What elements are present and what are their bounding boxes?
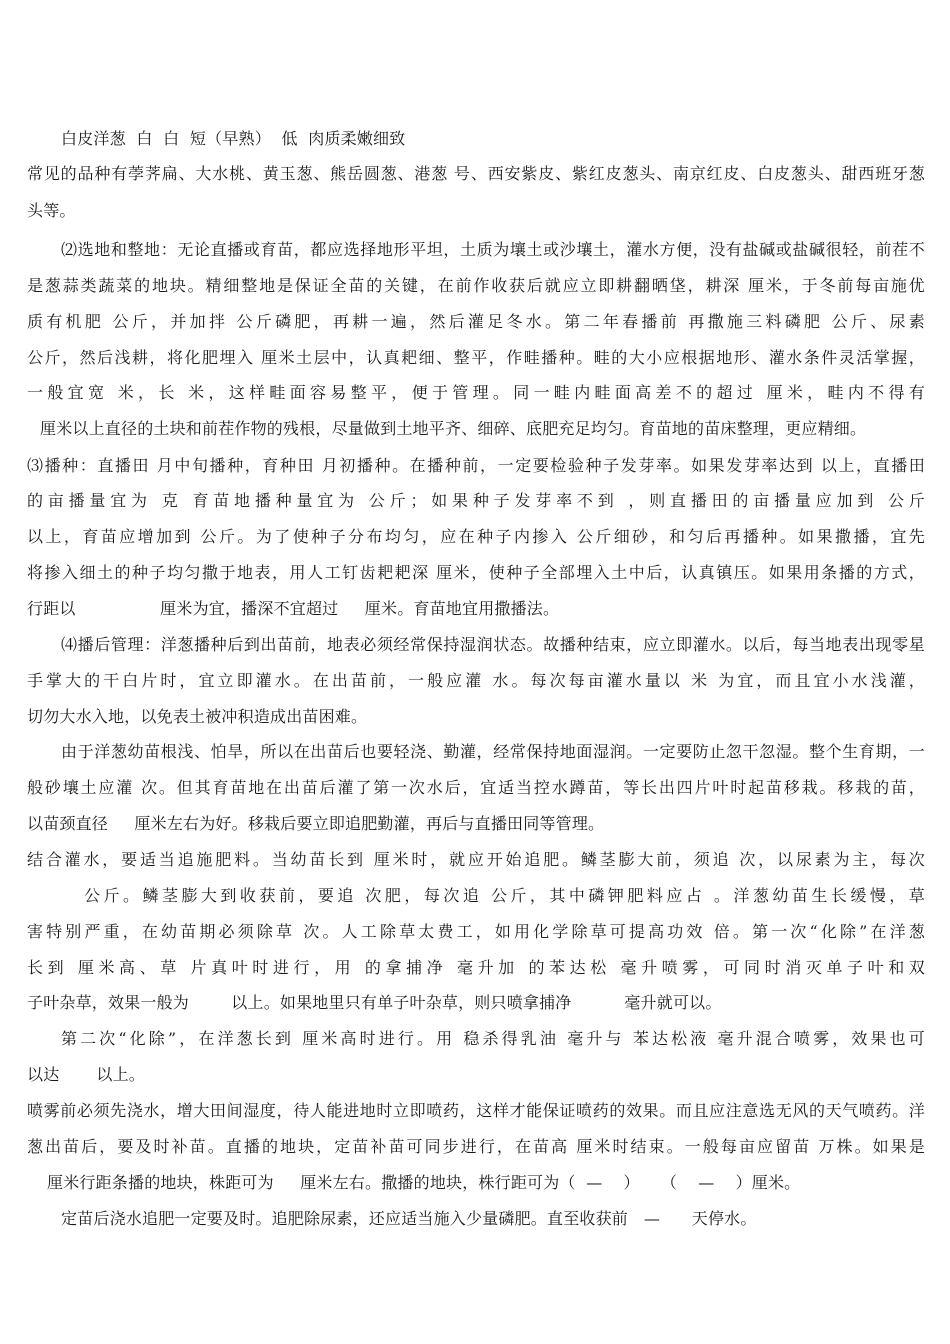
paragraph-line: 行距以 厘米为宜，播深不宜超过 厘米。育苗地宜用撒播法。 — [27, 599, 560, 618]
paragraph-line: 是葱蒜类蔬菜的地块。精细整地是保证全苗的关键，在前作收获后就应立即耕翻晒垡，耕深 厘米，于冬前每亩施优 — [27, 276, 925, 295]
paragraph-line: 头等。 — [27, 201, 76, 220]
paragraph-line: 质有机肥 公斤，并加拌 公斤磷肥，再耕一遍，然后灌足冬水。第二年春播前 再撒施三料磷肥 公斤、尿素 — [27, 312, 925, 331]
paragraph-line: 第二次“化除”，在洋葱长到 厘米高时进行。用 稳杀得乳油 毫升与 苯达松液 毫升混合喷雾，效果也可 — [61, 1029, 925, 1048]
paragraph-line: 公斤，然后浅耕，将化肥埋入 厘米土层中，认真耙细、整平，作畦播种。畦的大小应根据地形、灌水条件灵活掌握， — [27, 348, 925, 367]
paragraph-line: 长到 厘米高、草 片真叶时进行，用 的拿捕净 毫升加 的苯达松 毫升喷雾，可同时消灭单子叶和双 — [27, 958, 925, 977]
paragraph-line: 厘米行距条播的地块，株距可为 厘米左右。撒播的地块，株行距可为（ — ） （ — ）厘米。 — [47, 1173, 801, 1192]
paragraph-line: 以达 以上。 — [27, 1065, 146, 1084]
paragraph-line: 公斤。鳞茎膨大到收获前，要追 次肥，每次追 公斤，其中磷钾肥料应占 。洋葱幼苗生长缓慢，草 — [84, 886, 925, 905]
paragraph-line: 常见的品种有荸荠扁、大水桃、黄玉葱、熊岳圆葱、港葱 号、西安紫皮、紫红皮葱头、南京红皮、白皮葱头、甜西班牙葱 — [27, 164, 925, 183]
paragraph-line: 厘米以上直径的土块和前茬作物的残根，尽量做到土地平齐、细碎、底肥充足均匀。育苗地的苗床整理，更应精细。 — [40, 419, 867, 438]
paragraph-line: 将掺入细土的种子均匀撒于地表，用人工钉齿耙耙深 厘米，使种子全部埋入土中后，认真镇压。如果用条播的方式， — [27, 563, 925, 582]
paragraph-line: 切勿大水入地，以免表土被冲积造成出苗困难。 — [27, 707, 368, 726]
paragraph-line: 喷雾前必须先浇水，增大田间湿度，待人能进地时立即喷药，这样才能保证喷药的效果。而且应注意选无风的天气喷药。洋 — [27, 1101, 925, 1120]
paragraph-line: 害特别严重，在幼苗期必须除草 次。人工除草太费工，如用化学除草可提高功效 倍。第一次“化除”在洋葱 — [27, 922, 925, 941]
section-4-heading-line: ⑷播后管理：洋葱播种后到出苗前，地表必须经常保持湿润状态。故播种结束，应立即灌水。以后，每当地表出现零星 — [61, 635, 925, 654]
paragraph-line: 子叶杂草，效果一般为 以上。如果地里只有单子叶杂草，则只喷拿捕净 毫升就可以。 — [27, 993, 722, 1012]
paragraph-line: 一般宜宽 米，长 米，这样畦面容易整平，便于管理。同一畦内畦面高差不的超过 厘米，畦内不得有 — [27, 383, 925, 402]
paragraph-line: 葱出苗后，要及时补苗。直播的地块，定苗补苗可同步进行，在苗高 厘米时结束。一般每亩应留苗 万株。如果是 — [27, 1137, 925, 1156]
paragraph-line: 以苗颈直径 厘米左右为好。移栽后要立即追肥勤灌，再后与直播田同等管理。 — [27, 814, 605, 833]
variety-table-row: 白皮洋葱 白 白 短（早熟） 低 肉质柔嫩细致 — [61, 129, 406, 148]
section-3-heading-line: ⑶播种：直播田 月中旬播种，育种田 月初播种。在播种前，一定要检验种子发芽率。如果发芽率达到 以上，直播田 — [27, 456, 925, 475]
paragraph-line: 结合灌水，要适当追施肥料。当幼苗长到 厘米时，就应开始追肥。鳞茎膨大前，须追 次，以尿素为主，每次 — [27, 850, 925, 869]
paragraph-line: 由于洋葱幼苗根浅、怕旱，所以在出苗后也要轻浇、勤灌，经常保持地面湿润。一定要防止忽干忽湿。整个生育期，一 — [61, 742, 925, 761]
paragraph-line: 定苗后浇水追肥一定要及时。追肥除尿素，还应适当施入少量磷肥。直至收获前 — 天停水。 — [61, 1209, 757, 1228]
paragraph-line: 以上，育苗应增加到 公斤。为了使种子分布均匀，应在种子内掺入 公斤细砂，和匀后再播种。如果撒播，宜先 — [27, 527, 925, 546]
paragraph-line: 的亩播量宜为 克 育苗地播种量宜为 公斤；如果种子发芽率不到 ，则直播田的亩播量应加到 公斤 — [27, 491, 925, 510]
paragraph-line: 般砂壤土应灌 次。但其育苗地在出苗后灌了第一次水后，宜适当控水蹲苗，等长出四片叶时起苗移栽。移栽的苗， — [27, 778, 925, 797]
paragraph-line: 手掌大的干白片时，宜立即灌水。在出苗前，一般应灌 水。每次每亩灌水量以 米 为宜，而且宜小水浅灌， — [27, 671, 925, 690]
section-2-heading-line: ⑵选地和整地：无论直播或育苗，都应选择地形平坦，土质为壤土或沙壤土，灌水方便，没有盐碱或盐碱很轻，前茬不 — [61, 240, 925, 259]
